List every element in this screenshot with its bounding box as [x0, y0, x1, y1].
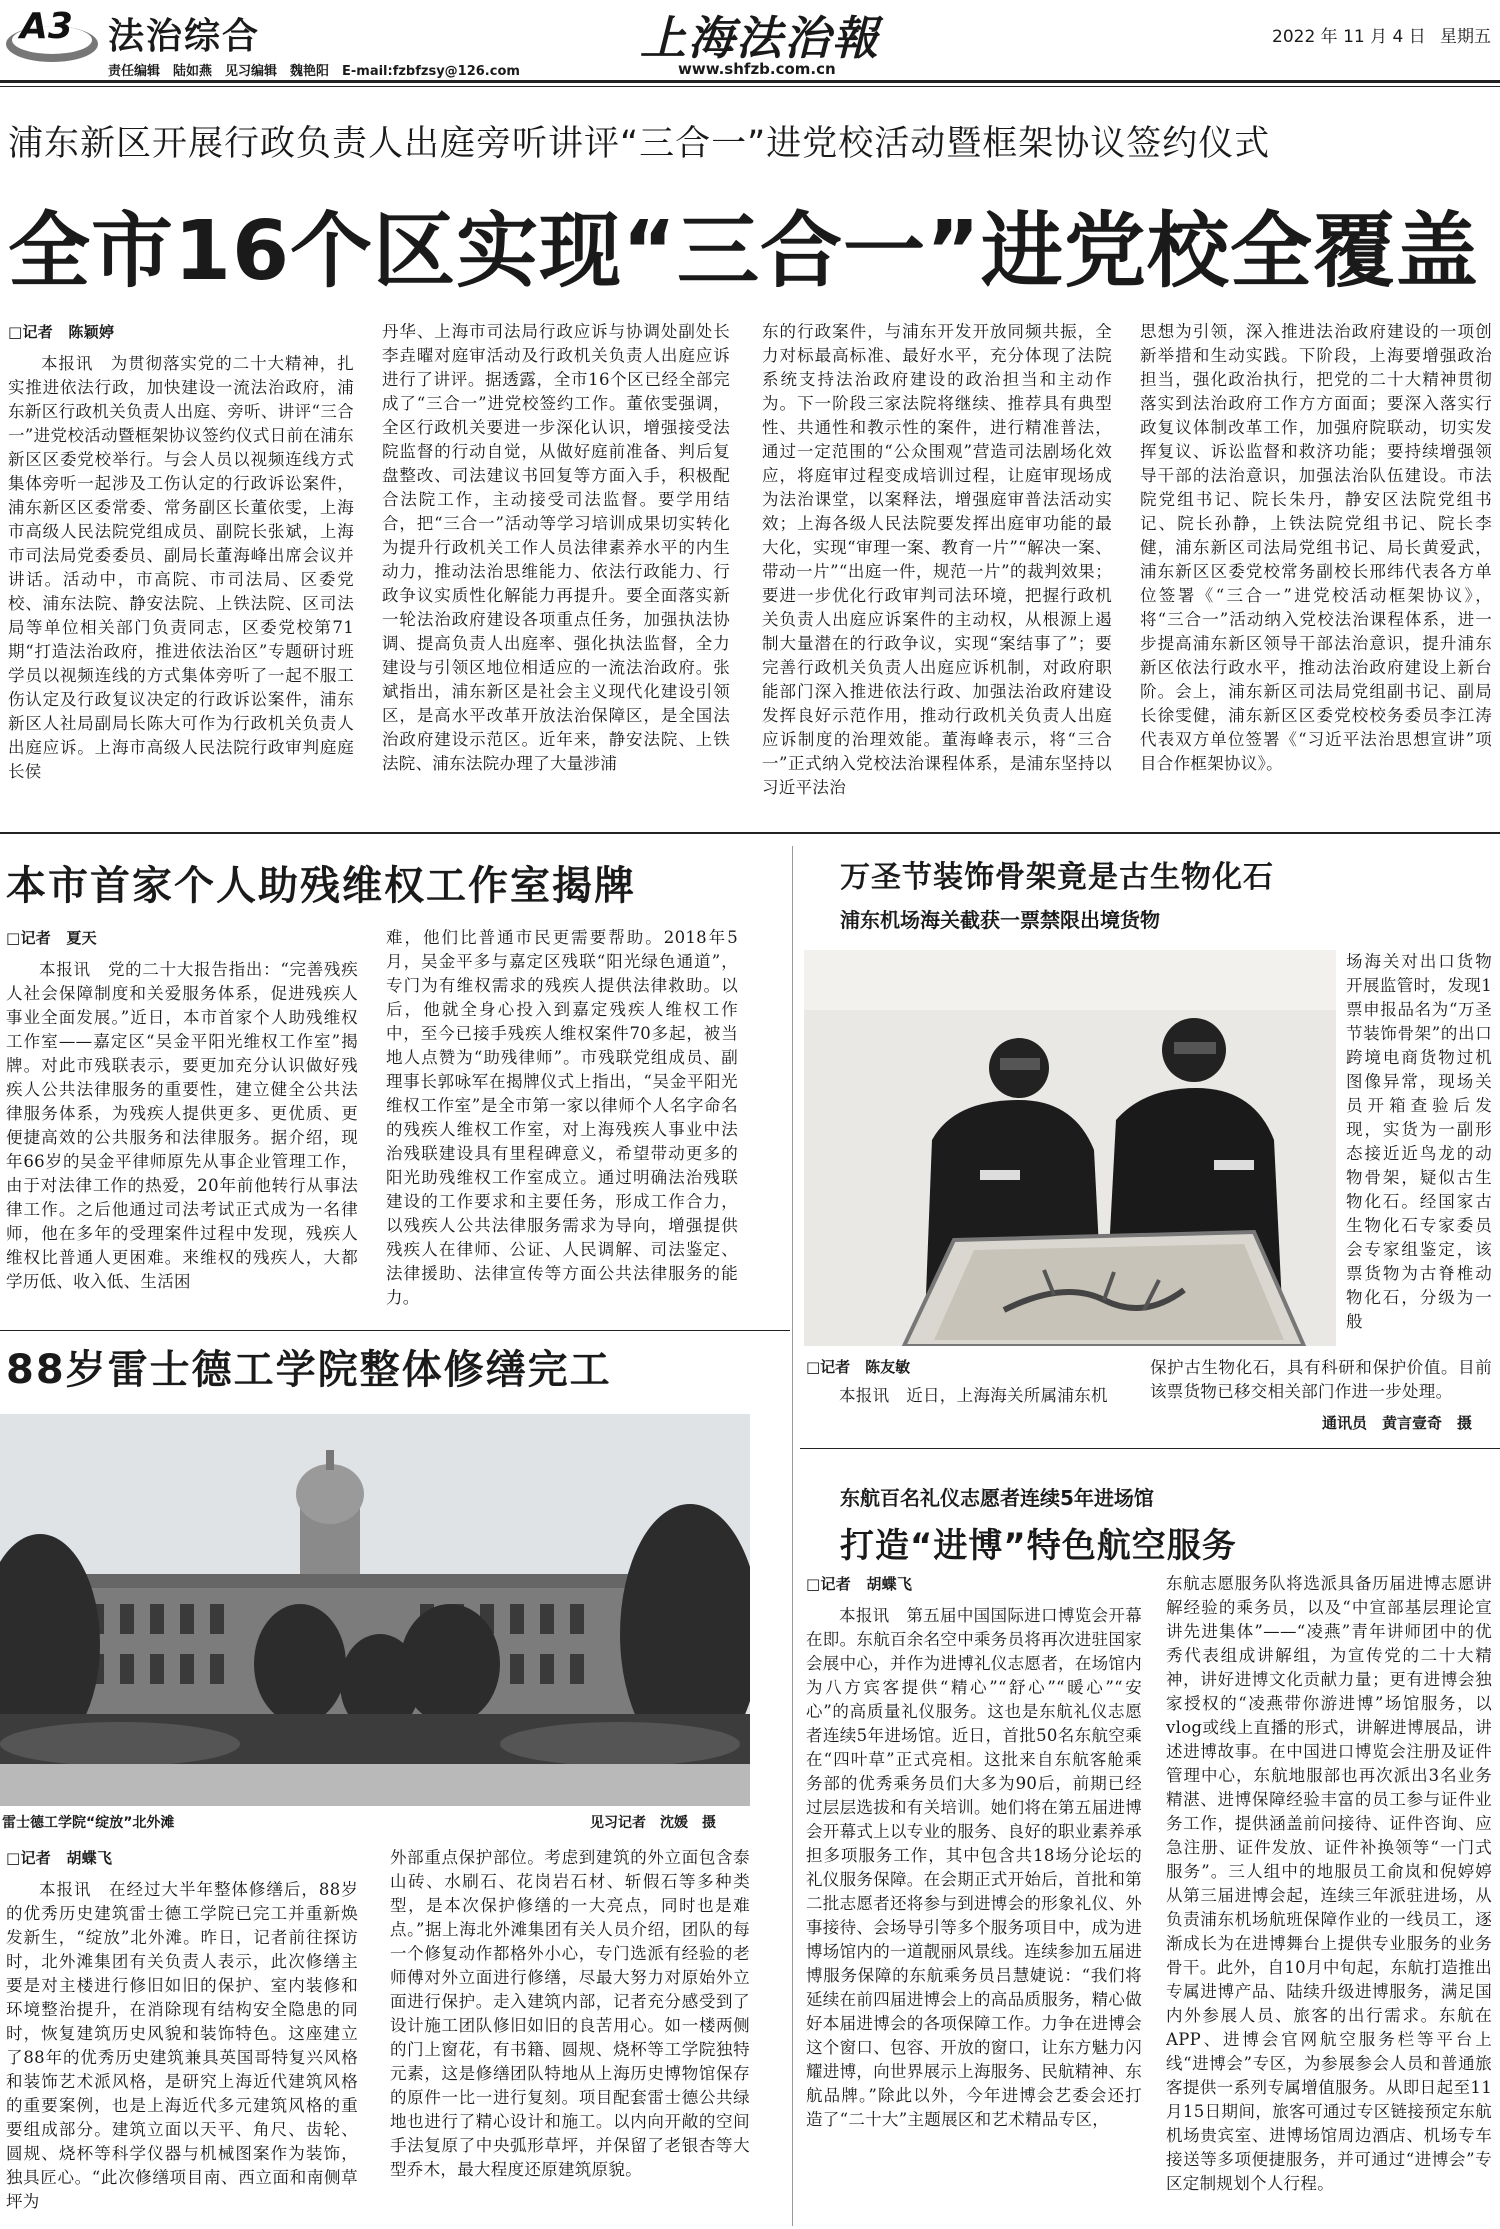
building-col-2	[390, 1846, 750, 2226]
disability-col-2	[386, 926, 738, 1316]
fossil-title: 万圣节装饰骨架竟是古生物化石	[840, 860, 1274, 895]
masthead	[0, 0, 1500, 80]
lead-title: 全市16个区实现“三合一”进党校全覆盖	[8, 204, 1479, 299]
fossil-reporter: □记者 陈友敏	[806, 1358, 911, 1376]
fossil-right-col	[1346, 950, 1492, 1346]
fossil-bottom-rule	[800, 1448, 1500, 1449]
section-title: 法治综合	[108, 16, 261, 57]
lead-col-3	[762, 320, 1112, 820]
building-photo-drawing	[0, 1414, 750, 1806]
lead-col-1	[8, 320, 354, 820]
column-divider	[792, 846, 793, 2226]
building-col-2-text: 外部重点保护部位。考虑到建筑的外立面包含泰山砖、水刷石、花岗岩石材、斩假石等多种类型，是本次保护修缮的一大亮点，同时也是难点。”据上海北外滩集团有关人员介绍，团队的每一个修复动作都格外小心，专门选派有经验的老师傅对外立面进行修缮，尽最大努力对原始外立面进行保护。走入建筑内部，记者充分感受到了设计施工团队修旧如旧的良苦用心。如一楼两侧的门上窗花，有书籍、圆规、烧杯等工学院独特元素，这是修缮团队特地从上海历史博物馆保存的原件一比一进行复刻。项目配套雷士德公共绿地也进行了精心设计和施工。以内向开敞的空间手法复原了中央弧形草坪，并保留了老银杏等大型乔木，最大程度还原建筑原貌。	[390, 1848, 750, 2179]
building-photo-credit: 见习记者 沈媛 摄	[590, 1815, 716, 1831]
building-title: 88岁雷士德工学院整体修缮完工	[6, 1347, 612, 1393]
lead-col-2-text: 丹华、上海市司法局行政应诉与协调处副处长李垚曜对庭审活动及行政机关负责人出庭应诉进行了讲评。据透露，全市16个区已经全部完成了“三合一”进党校签约工作。董依雯强调，全区行政机关要进一步深化认识，增强接受法院监督的行动自觉，从做好庭前准备、判后复盘整改、司法建议书回复等方面入手，积极配合法院工作，主动接受司法监督。要学用结合，把“三合一”活动等学习培训成果切实转化为提升行政机关工作人员法律素养水平的内生动力，推动法治思维能力、依法行政能力、行政争议实质性化解能力再提升。要全面落实新一轮法治政府建设各项重点任务，加强执法协调、提高负责人出庭率、强化执法监督，全力建设与引领区地位相适应的一流法治政府。张斌指出，浦东新区是社会主义现代化建设引领区，是高水平改革开放法治保障区，是全国法治政府建设示范区。近年来，静安法院、上铁法院、浦东法院办理了大量涉浦	[382, 322, 730, 773]
section-badge: A3	[20, 6, 73, 47]
lead-col-2	[382, 320, 730, 820]
disability-reporter: □记者 夏天	[6, 929, 97, 947]
aviation-reporter: □记者 胡蝶飞	[806, 1575, 913, 1593]
customs-officers-photo	[804, 950, 1336, 1346]
issue-weekday: 星期五	[1440, 27, 1491, 47]
disability-col-1-text: 本报讯 党的二十大报告指出：“完善残疾人社会保障制度和关爱服务体系，促进残疾人事业全面发展。”近日，本市首家个人助残维权工作室——嘉定区“吴金平阳光维权工作室”揭牌。对此市残联表示，要更加充分认识做好残疾人公共法律服务的重要性，建立健全公共法律服务体系，为残疾人提供更多、更优质、更便捷高效的公共服务和法律服务。据介绍，现年66岁的吴金平律师原先从事企业管理工作，由于对法律工作的热爱，20年前他转行从事法律工作。之后他通过司法考试正式成为一名律师，他在多年的受理案件过程中发现，残疾人维权比普通人更困难。来维权的残疾人，大都学历低、收入低、生活困	[6, 960, 358, 1291]
lead-col-4	[1140, 320, 1492, 820]
editors-line: 责任编辑 陆如燕 见习编辑 魏艳阳 E-mail:fzbfzsy@126.com	[108, 64, 520, 79]
disability-col-2-text: 难，他们比普通市民更需要帮助。2018年5月，吴金平多与嘉定区残联“阳光绿色通道”，专门为有维权需求的残疾人提供法律救助。以后，他就全身心投入到嘉定残疾人维权工作中，至今已接手残疾人维权案件70多起，被当地人点赞为“助残律师”。市残联党组成员、副理事长郭咏军在揭牌仪式上指出，“吴金平阳光维权工作室”是全市第一家以律师个人名字命名的残疾人维权工作室，对上海残疾人事业中法治残联建设具有里程碑意义，希望带动更多的阳光助残维权工作室成立。通过明确法治残联建设的工作要求和主要任务，形成工作合力，以残疾人公共法律服务需求为导向，增强提供残疾人在律师、公证、人民调解、司法鉴定、法律援助、法律宣传等方面公共法律服务的能力。	[386, 928, 738, 1307]
aviation-col-1-text: 本报讯 第五届中国国际进口博览会开幕在即。东航百余名空中乘务员将再次进驻国家会展中心，并作为进博礼仪志愿者，在场馆内为八方宾客提供“精心”“舒心”“暖心”“安心”的高质量礼仪服务。这也是东航礼仪志愿者连续5年进场馆。近日，首批50名东航空乘在“四叶草”正式亮相。这批来自东航客舱乘务部的优秀乘务员们大多为90后，前期已经过层层选拔和有关培训。她们将在第五届进博会开幕式上以专业的服务、良好的职业素养承担多项服务工作，其中包含共18场分论坛的礼仪服务保障。在会期正式开始后，首批和第二批志愿者还将参与到进博会的形象礼仪、外事接待、会场导引等多个服务项目中，成为进博场馆内的一道靓丽风景线。连续参加五届进博服务保障的东航乘务员吕慧婕说：“我们将延续在前四届进博会上的高品质服务，精心做好本届进博会的各项保障工作。力争在进博会这个窗口、包容、开放的窗口，让东方魅力闪耀进博，向世界展示上海服务、民航精神、东航品牌。”除此以外，今年进博会艺委会还打造了“二十大”主题展区和艺术精品专区，	[806, 1606, 1142, 2129]
disability-bottom-rule	[0, 1330, 790, 1331]
building-photo-caption: 雷士德工学院“绽放”北外滩	[2, 1815, 175, 1831]
aviation-col-2-text: 东航志愿服务队将选派具备历届进博志愿讲解经验的乘务员，以及“中宣部基层理论宣讲先进集体”——“凌燕”青年讲师团中的优秀代表组成讲解组，为宣传党的二十大精神，讲好进博文化贡献力量；更有进博会独家授权的“凌燕带你游进博”场馆服务，以vlog或线上直播的形式，讲解进博展品，讲述进博故事。在中国进口博览会注册及证件管理中心，东航地服部也再次派出3名业务精湛、进博保障经验丰富的员工参与证件业务工作，提供涵盖前问接待、证件咨询、应急注册、证件发放、证件补换领等“一门式服务”。三人组中的地服员工俞岚和倪婷婷从第三届进博会起，连续三年派驻进场，从负责浦东机场航班保障作业的一线员工，逐渐成长为在进博舞台上提供专业服务的业务骨干。此外，自10月中旬起，东航打造推出专属进博产品、陆续升级进博服务，满足国内外参展人员、旅客的出行需求。东航在APP、进博会官网航空服务栏等平台上线“进博会”专区，为参展参会人员和普通旅客提供一系列专属增值服务。从即日起至11月15日期间，旅客可通过专区链接预定东航机场贵宾室、进博场馆周边酒店、机场专车接送等多项便捷服务，并可通过“进博会”专区定制规划个人行程。	[1166, 1574, 1492, 2193]
building-col-1	[6, 1846, 358, 2226]
lead-subtitle: 浦东新区开展行政负责人出庭旁听讲评“三合一”进党校活动暨框架协议签约仪式	[8, 124, 1271, 164]
aviation-col-1	[806, 1572, 1142, 2222]
customs-photo-drawing	[804, 950, 1336, 1346]
aviation-title: 打造“进博”特色航空服务	[840, 1526, 1237, 1566]
lead-col-1-text: 本报讯 为贯彻落实党的二十大精神，扎实推进依法行政，加快建设一流法治政府，浦东新区行政机关负责人出庭、旁听、讲评“三合一”进党校活动暨框架协议签约仪式日前在浦东新区区委党校举行。与会人员以视频连线方式集体旁听一起涉及工伤认定的行政诉讼案件，浦东新区区委常委、常务副区长董依雯，上海市高级人民法院党组成员、副院长张斌，上海市司法局党委委员、副局长董海峰出席会议并讲话。活动中，市高院、市司法局、区委党校、浦东法院、静安法院、上铁法院、区司法局等单位相关部门负责同志，区委党校第71期“打造法治政府，推进依法治区”专题研讨班学员以视频连线的方式集体旁听了一起不服工伤认定及行政复议决定的行政诉讼案件，浦东新区人社局副局长陈大可作为行政机关负责人出庭应诉。上海市高级人民法院行政审判庭庭长侯	[8, 354, 354, 781]
lead-bottom-rule	[0, 832, 1500, 834]
disability-col-1	[6, 926, 358, 1316]
aviation-col-2	[1166, 1572, 1492, 2222]
aviation-kicker: 东航百名礼仪志愿者连续5年进场馆	[840, 1486, 1154, 1510]
newspaper-logo: 上海法治報	[640, 11, 880, 65]
building-reporter: □记者 胡蝶飞	[6, 1849, 113, 1867]
fossil-lead-text: 本报讯 近日，上海海关所属浦东机	[839, 1386, 1108, 1405]
issue-date: 2022 年 11 月 4 日	[1272, 27, 1426, 47]
website-url: www.shfzb.com.cn	[678, 60, 836, 78]
fossil-tail	[1150, 1356, 1492, 1408]
masthead-rule-thin	[0, 86, 1500, 87]
masthead-rule	[0, 80, 1500, 83]
fossil-subtitle: 浦东机场海关截获一票禁限出境货物	[840, 908, 1160, 932]
building-col-1-text: 本报讯 在经过大半年整体修缮后，88岁的优秀历史建筑雷士德工学院已完工并重新焕发新生，“绽放”北外滩。昨日，记者前往探访时，北外滩集团有关负责人表示，此次修缮主要是对主楼进行修旧如旧的保护、室内装修和环境整治提升，在消除现有结构安全隐患的同时，恢复建筑历史风貌和装饰特色。这座建立了88年的优秀历史建筑兼具英国哥特复兴风格和装饰艺术派风格，是研究上海近代建筑风格的重要案例，也是上海近代多元建筑风格的重要组成部分。建筑立面以天平、角尺、齿轮、圆规、烧杯等科学仪器与机械图案作为装饰，独具匠心。“此次修缮项目南、西立面和南侧草坪为	[6, 1880, 358, 2211]
fossil-tail-text: 保护古生物化石，具有科研和保护价值。目前该票货物已移交相关部门作进一步处理。	[1150, 1358, 1492, 1401]
fossil-right-col-text: 场海关对出口货物开展监管时，发现1票申报品名为“万圣节装饰骨架”的出口跨境电商货物过机图像异常，现场关员开箱查验后发现，实货为一副形态接近近鸟龙的动物骨架，疑似古生物化石。经国家古生物化石专家委员会专家组鉴定，该票货物为古脊椎动物化石，分级为一般	[1346, 952, 1492, 1331]
disability-title: 本市首家个人助残维权工作室揭牌	[6, 863, 636, 909]
lester-institute-photo	[0, 1414, 750, 1806]
lead-col-3-text: 东的行政案件，与浦东开发开放同频共振，全力对标最高标准、最好水平，充分体现了法院系统支持法治政府建设的政治担当和主动作为。下一阶段三家法院将继续、推荐具有典型性、共通性和教示性的案件，进行精准普法，通过一定范围的“公众围观”营造司法剧场化效应，将庭审过程变成培训过程，让庭审现场成为法治课堂，以案释法，增强庭审普法活动实效；上海各级人民法院要发挥出庭审功能的最大化，实现“审理一案、教育一片”“解决一案、带动一片”“出庭一件，规范一片”的裁判效果；要进一步优化行政审判司法环境，把握行政机关负责人出庭应诉案件的主动权，从根源上遏制大量潜在的行政争议，实现“案结事了”；要完善行政机关负责人出庭应诉机制，对政府职能部门深入推进依法行政、加强法治政府建设发挥良好示范作用，推动行政机关负责人出庭应诉制度的治理效能。董海峰表示，将“三合一”正式纳入党校法治课程体系，是浦东坚持以习近平法治	[762, 322, 1112, 797]
lead-reporter: □记者 陈颖婷	[8, 323, 115, 341]
lead-col-4-text: 思想为引领，深入推进法治政府建设的一项创新举措和生动实践。下阶段，上海要增强政治担当，强化政治执行，把党的二十大精神贯彻落实到法治政府工作方方面面；要深入落实行政复议体制改革工作，加强府院联动，切实发挥复议、诉讼监督和救济功能；要持续增强领导干部的法治意识，加强法治队伍建设。市法院党组书记、院长朱丹，静安区法院党组书记、院长孙静，上铁法院党组书记、院长李健，浦东新区司法局党组书记、局长黄爱武，浦东新区区委党校常务副校长邢纬代表各方单位签署《“三合一”进党校活动框架协议》，将“三合一”活动纳入党校法治课程体系，进一步提高浦东新区领导干部法治意识，提升浦东新区依法行政水平，推动法治政府建设上新台阶。会上，浦东新区司法局党组副书记、副局长徐雯健，浦东新区区委党校校务委员李江涛代表双方单位签署《“习近平法治思想宣讲”项目合作框架协议》。	[1140, 322, 1492, 773]
fossil-correspondent: 通讯员 黄言壹奇 摄	[1322, 1414, 1473, 1432]
